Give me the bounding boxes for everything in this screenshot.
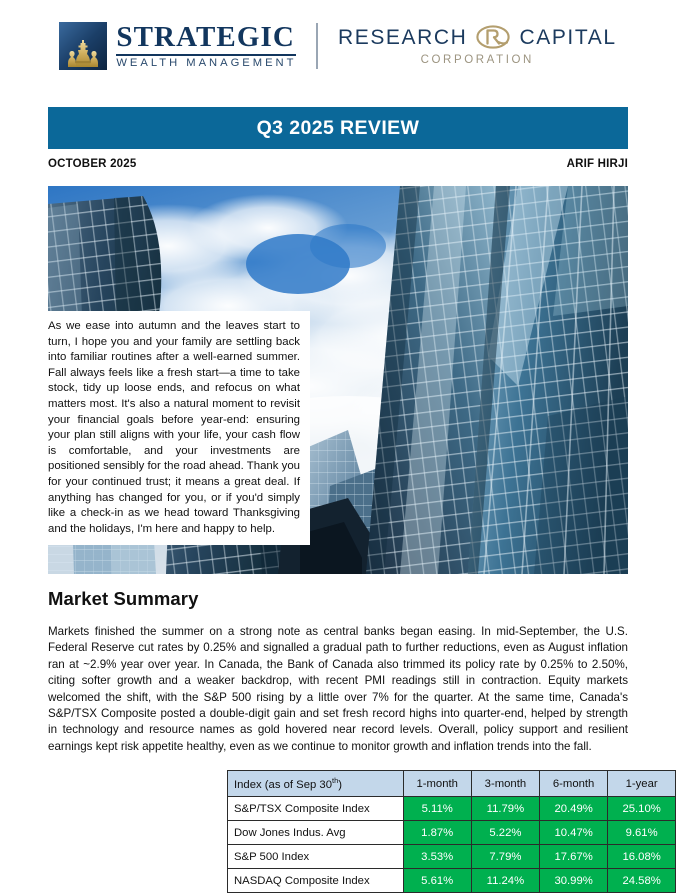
cell-1-month: 5.11%: [403, 797, 471, 821]
page-title: Q3 2025 REVIEW: [256, 116, 420, 139]
column-header-index: [228, 771, 404, 797]
brand-header: [0, 0, 676, 92]
capital-word: CAPITAL: [519, 25, 617, 49]
row-label: S&P 500 Index: [228, 845, 404, 869]
row-label: S&P/TSX Composite Index: [228, 797, 404, 821]
intro-paragraph: As we ease into autumn and the leaves start to turn, I hope you and your family are settling back into familiar routines after a well-earned summer. Fall always feels like a fresh start—a time to take stock, tidy up loose ends, and refocus on what matters most. It's also a natural moment to revisit your financial goals before year-end: ensuring your plan still aligns with your life, your cash flow is comfortable, and your investments are positioned sensibly for the road ahead. Thank you for your continued trust; it means a great deal. If anything has changed for you, or if you'd simply like a check-in as we head toward Thanksgiving and the holidays, I'm here and happy to help.: [48, 320, 300, 535]
column-header-3-month: 3-month: [471, 771, 539, 797]
index-header-suffix: th: [331, 776, 339, 786]
brand-name-secondary: WEALTH MANAGEMENT: [116, 56, 297, 69]
logo-divider: [316, 23, 318, 69]
table-row: [228, 821, 676, 845]
cell-6-month: 30.99%: [540, 869, 608, 893]
market-summary-heading: Market Summary: [48, 588, 199, 609]
column-header-1-month: 1-month: [403, 771, 471, 797]
brand-rule: [116, 54, 296, 56]
table-row: [228, 869, 676, 893]
publication-date: OCTOBER 2025: [48, 158, 137, 170]
research-word: RESEARCH: [337, 25, 468, 49]
strategic-wealth-logo: [59, 22, 296, 70]
cell-1-year: 24.58%: [608, 869, 676, 893]
cell-6-month: 10.47%: [540, 821, 608, 845]
cell-3-month: 11.79%: [471, 797, 539, 821]
column-header-1-year: 1-year: [608, 771, 676, 797]
chess-king-icon: [59, 22, 107, 70]
market-summary-paragraph: Markets finished the summer on a strong note as central banks began easing. In mid-September, the U.S. Federal Reserve cut rates by 0.25% and signalled a gradual path to further reductions, even as August inflation ran at ~2.9% year over year. In Canada, the Bank of Canada also trimmed its policy rate by 0.25% to 2.50%, citing softer growth and a weaker backdrop, with recent PMI readings still in contraction. Equity markets welcomed the shift, with the S&P 500 rising by a little over 7% for the quarter. At the same time, Canada's S&P/TSX Composite posted a double-digit gain and set fresh record highs into quarter-end, helped by strength in technology and resource names as gold hovered near record levels. Overall, policy support and resilient earnings kept risk appetite healthy, even as we continue to monitor growth and inflation trends into the fall.: [48, 625, 628, 753]
table-header-row: [228, 771, 676, 797]
table-row: [228, 797, 676, 821]
index-header-close: ): [338, 778, 343, 791]
cell-3-month: 7.79%: [471, 845, 539, 869]
index-performance-table: [227, 770, 676, 893]
brand-name-primary: STRATEGIC: [116, 20, 295, 53]
author-name: ARIF HIRJI: [566, 158, 628, 170]
cell-1-month: 3.53%: [403, 845, 471, 869]
cell-3-month: 11.24%: [471, 869, 539, 893]
cell-1-month: 5.61%: [403, 869, 471, 893]
table-row: [228, 845, 676, 869]
row-label: NASDAQ Composite Index: [228, 869, 404, 893]
cell-3-month: 5.22%: [471, 821, 539, 845]
byline: [48, 158, 628, 170]
intro-text-panel: [48, 311, 310, 545]
corporation-word: CORPORATION: [420, 54, 534, 67]
cell-1-year: 16.08%: [608, 845, 676, 869]
row-label: Dow Jones Indus. Avg: [228, 821, 404, 845]
cell-1-year: 9.61%: [608, 821, 676, 845]
cell-1-year: 25.10%: [608, 797, 676, 821]
strategic-wealth-wordmark: [116, 20, 297, 69]
research-capital-logo: [338, 25, 617, 67]
index-header-prefix: Index (as of Sep 30: [234, 778, 332, 791]
cell-6-month: 20.49%: [540, 797, 608, 821]
cell-6-month: 17.67%: [540, 845, 608, 869]
cell-1-month: 1.87%: [403, 821, 471, 845]
r-monogram-icon: [476, 25, 510, 49]
column-header-6-month: 6-month: [540, 771, 608, 797]
title-banner: [48, 107, 628, 149]
